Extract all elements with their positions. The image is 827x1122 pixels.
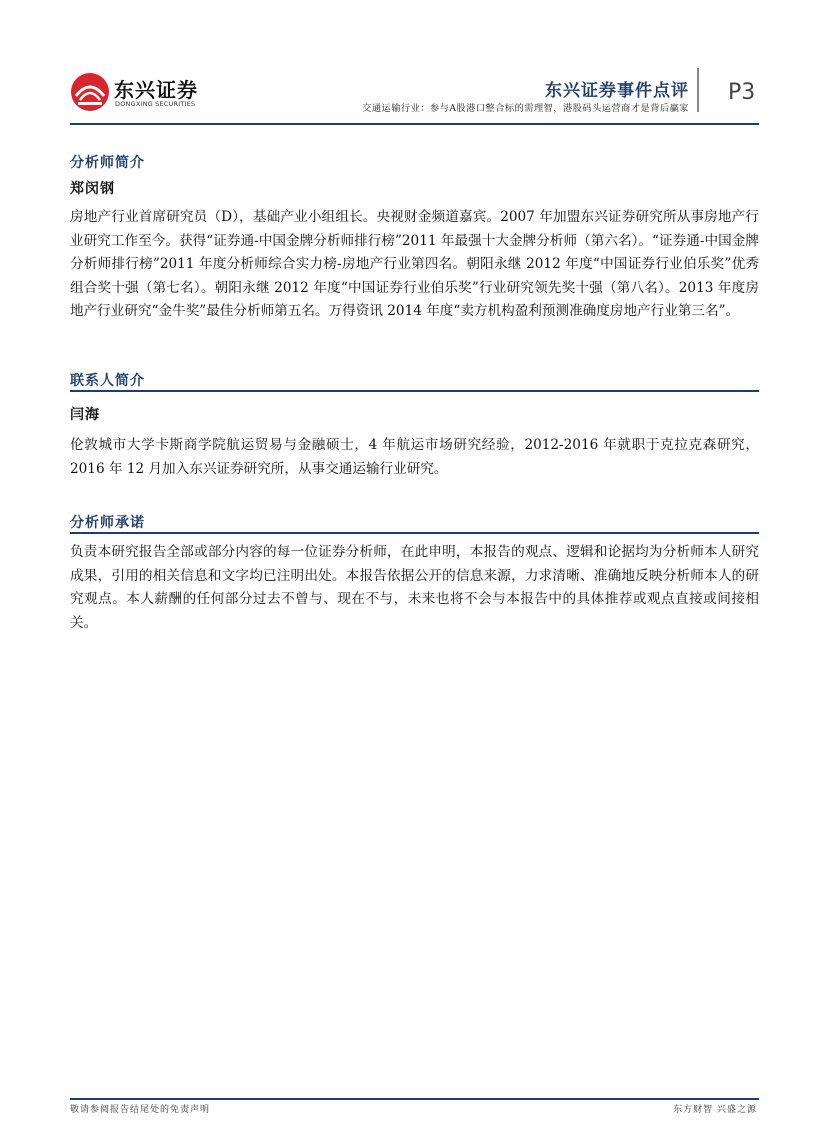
analyst-commitment-text: 负责本研究报告全部或部分内容的每一位证券分析师，在此申明，本报告的观点、逻辑和论据均为分析师本人研究成果，引用的相关信息和文字均已注明出处。本报告依据公开的信息来源，力求清晰、准确地反映分析师本人的研究观点。本人薪酬的任何部分过去不曾与、现在不与，未来也将不会与本报告中的具体推荐或观点直接或间接相关。 <box>70 544 759 631</box>
contact-name: 闫海 <box>70 407 100 423</box>
footer-slogan: 东方财智 兴盛之源 <box>673 1105 757 1115</box>
analyst-name: 郑闵钢 <box>70 181 115 197</box>
section-title-analyst-commitment: 分析师承诺 <box>70 515 145 531</box>
section-title-contact-profile: 联系人简介 <box>70 373 145 389</box>
analyst-bio: 房地产行业首席研究员（D），基础产业小组组长。央视财金频道嘉宾。2007 年加盟东兴证券研究所从事房地产行业研究工作至今。获得“证券通-中国金牌分析师排行榜”2011 年最强十大金牌分析师（第六名）。“证券通-中国金牌分析师排行榜”2011 年度分析师综合实力榜-房地产行业第四名。朝阳永继 2012 年度“中国证券行业伯乐奖”优秀组合奖十强（第七名）。朝阳永继 2012 年度“中国证券行业伯乐奖”行业研究领先奖十强（第八名）。2013 年度房地产行业研究“金牛奖”最佳分析师第五名。万得资讯 2014 年度“卖方机构盈利预测准确度房地产行业第三名”。 <box>70 209 759 320</box>
section-rule <box>70 532 759 534</box>
company-logo <box>70 72 210 112</box>
logo-chinese-name: 东兴证券 <box>114 78 198 102</box>
footer-disclaimer-note: 敬请参阅报告结尾处的免责声明 <box>70 1105 211 1115</box>
logo-english-name: DONGXING SECURITIES <box>115 100 196 108</box>
page-number: P3 <box>728 80 756 105</box>
page-header <box>0 0 827 130</box>
section-title-analyst-profile: 分析师简介 <box>70 155 145 171</box>
report-subtitle: 交通运输行业：参与A股港口整合标的需理智，港股码头运营商才是背后赢家 <box>362 103 689 114</box>
footer-rule <box>70 1098 759 1100</box>
contact-bio: 伦敦城市大学卡斯商学院航运贸易与金融硕士，4 年航运市场研究经验，2012-2016 年就职于克拉克森研究，2016 年 12 月加入东兴证券研究所，从事交通运输行业研究。 <box>70 437 759 477</box>
header-vertical-divider <box>697 68 699 112</box>
report-type-title: 东兴证券事件点评 <box>545 81 689 101</box>
dongxing-logo-icon <box>70 72 110 112</box>
header-rule <box>70 123 759 125</box>
section-rule <box>70 390 759 392</box>
